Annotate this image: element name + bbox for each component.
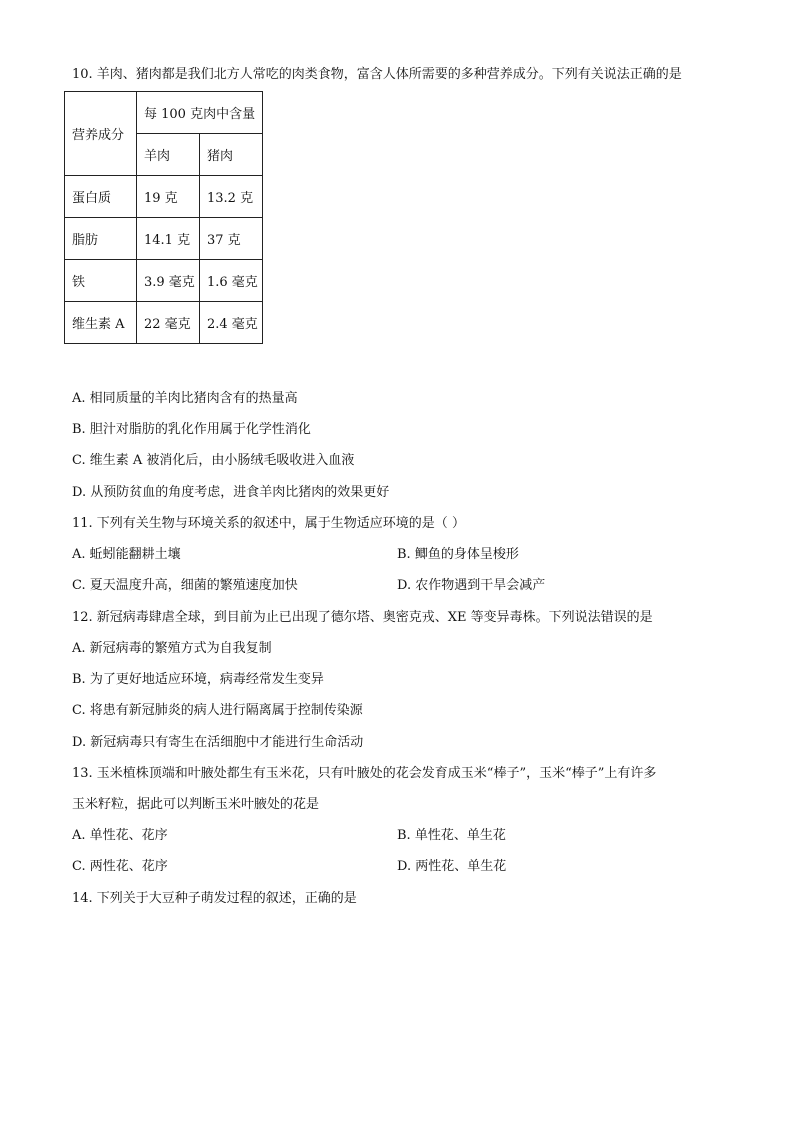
q14-stem: 14. 下列关于大豆种子萌发过程的叙述，正确的是 (72, 891, 357, 906)
table-cell-mutton: 19 克 (137, 176, 200, 218)
table-cell-pork: 37 克 (200, 218, 263, 260)
table-cell-name: 蛋白质 (65, 176, 137, 218)
table-cell-pork: 1.6 毫克 (200, 260, 263, 302)
table-row (65, 176, 263, 218)
table-header-group: 每 100 克肉中含量 (137, 92, 263, 134)
table-header-nutrient: 营养成分 (65, 92, 137, 176)
q12-stem: 12. 新冠病毒肆虐全球，到目前为止已出现了德尔塔、奥密克戎、XE 等变异毒株。下列说法错误的是 (72, 610, 653, 625)
table-cell-pork: 2.4 毫克 (200, 302, 263, 344)
table-row (65, 302, 263, 344)
table-cell-name: 脂肪 (65, 218, 137, 260)
table-row (65, 260, 263, 302)
table-header-pork: 猪肉 (200, 134, 263, 176)
table-cell-name: 铁 (65, 260, 137, 302)
q13-option-b: B. 单性花、单生花 (397, 828, 506, 843)
q12-option-d: D. 新冠病毒只有寄生在活细胞中才能进行生命活动 (72, 735, 364, 750)
q12-option-b: B. 为了更好地适应环境，病毒经常发生变异 (72, 672, 324, 687)
table-cell-name: 维生素 A (65, 302, 137, 344)
q12-option-a: A. 新冠病毒的繁殖方式为自我复制 (72, 641, 272, 656)
q13-option-a: A. 单性花、花序 (72, 828, 168, 843)
q13-stem-line2: 玉米籽粒，据此可以判断玉米叶腋处的花是 (72, 797, 320, 812)
table-header-mutton: 羊肉 (137, 134, 200, 176)
q12-option-c: C. 将患有新冠肺炎的病人进行隔离属于控制传染源 (72, 703, 363, 718)
q13-option-d: D. 两性花、单生花 (397, 859, 507, 874)
q10-option-d: D. 从预防贫血的角度考虑，进食羊肉比猪肉的效果更好 (72, 485, 390, 500)
q11-option-c: C. 夏天温度升高，细菌的繁殖速度加快 (72, 578, 298, 593)
q10-option-c: C. 维生素 A 被消化后，由小肠绒毛吸收进入血液 (72, 453, 355, 468)
table-row (65, 218, 263, 260)
table-cell-mutton: 22 毫克 (137, 302, 200, 344)
nutrition-table (64, 91, 263, 344)
q10-stem: 10. 羊肉、猪肉都是我们北方人常吃的肉类食物，富含人体所需要的多种营养成分。下列有关说法正确的是 (72, 67, 682, 82)
q11-option-d: D. 农作物遇到干旱会减产 (397, 578, 546, 593)
table-cell-mutton: 3.9 毫克 (137, 260, 200, 302)
q11-stem: 11. 下列有关生物与环境关系的叙述中，属于生物适应环境的是（ ） (72, 516, 465, 531)
q10-option-a: A. 相同质量的羊肉比猪肉含有的热量高 (72, 391, 298, 406)
q11-option-a: A. 蚯蚓能翻耕土壤 (72, 547, 181, 562)
table-cell-pork: 13.2 克 (200, 176, 263, 218)
q11-option-b: B. 鲫鱼的身体呈梭形 (397, 547, 519, 562)
q13-option-c: C. 两性花、花序 (72, 859, 168, 874)
q13-stem-line1: 13. 玉米植株顶端和叶腋处都生有玉米花，只有叶腋处的花会发育成玉米“棒子”，玉米“棒子”上有许多 (72, 766, 657, 781)
q10-option-b: B. 胆汁对脂肪的乳化作用属于化学性消化 (72, 422, 311, 437)
table-cell-mutton: 14.1 克 (137, 218, 200, 260)
